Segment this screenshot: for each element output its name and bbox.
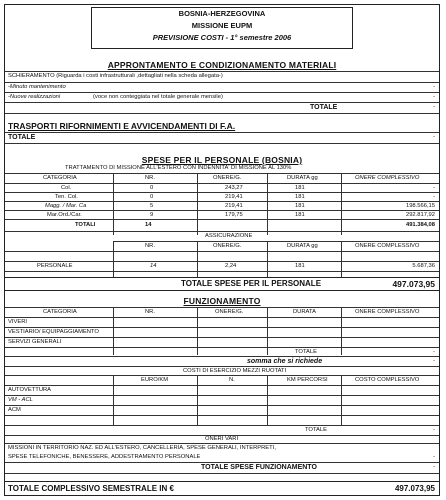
row-onere: 243,27	[225, 185, 243, 191]
ass-row-nr: 14	[150, 263, 157, 269]
nuove-realizzazioni-label: -Nuove realizzazioni	[8, 94, 61, 100]
mezzi-row-vm-acl: VM - ACL	[8, 397, 33, 403]
ass-col-durata: DURATA gg	[287, 243, 318, 249]
personale-title: SPESE PER IL PERSONALE (BOSNIA)	[141, 155, 303, 165]
row-onere: 179,75	[225, 212, 243, 218]
col-durata: DURATA gg	[287, 175, 318, 181]
ass-col-onere: ONERE/G.	[213, 243, 242, 249]
header-period: PREVISIONE COSTI - 1° semestre 2006	[152, 33, 292, 42]
col-nr: NR.	[145, 175, 155, 181]
funz-totale-spese-value: -	[433, 464, 435, 470]
row-total: -	[433, 185, 435, 191]
mezzi-col-km: KM PERCORSI	[287, 377, 328, 383]
ass-row-onere: 2,24	[225, 263, 237, 269]
ass-row-total: 5.687,36	[412, 263, 435, 269]
oneri-text-1: MISSIONI IN TERRITORIO NAZ. ED ALL'ESTERO, CANCELLERIA, SPESE GENERALI, INTERPRETI,	[8, 445, 276, 451]
mezzi-title: COSTI DI ESERCIZIO MEZZI RUOTATI	[183, 368, 287, 374]
row-durata: 181	[295, 185, 305, 191]
mezzi-totale-value: -	[433, 427, 435, 433]
row-nr: 0	[150, 194, 154, 200]
header-box	[91, 7, 353, 49]
ass-col-onere-complessivo: ONERE COMPLESSIVO	[355, 243, 420, 249]
row-onere: 219,41	[225, 203, 243, 209]
funz-row-servizi: SERVIZI GENERALI	[8, 339, 62, 345]
grand-total-label: TOTALE COMPLESSIVO SEMESTRALE IN €	[8, 484, 174, 493]
row-nr: 0	[150, 185, 154, 191]
somma-label: somma che si richiede	[247, 358, 323, 365]
row-cat: Col.	[61, 185, 72, 191]
mezzi-col-euro-km: EURO/KM	[141, 377, 169, 383]
col-onere-complessivo: ONERE COMPLESSIVO	[355, 175, 420, 181]
ass-row-durata: 181	[295, 263, 305, 269]
divider	[5, 71, 439, 72]
funz-col-onere: ONERE/G.	[215, 309, 244, 315]
personale-subtitle: TRATTAMENTO DI MISSIONE ALL'ESTERO CON INDENNITA' DI MISSIONE AL 130%	[65, 165, 292, 171]
minuto-mantenimento-label: -Minuto mantenimento	[8, 84, 66, 90]
approntamento-totale-value: -	[433, 104, 435, 110]
personale-totale-value: 497.073,95	[392, 279, 435, 289]
trasporti-title: TRASPORTI RIFORNIMENTI E AVVICENDAMENTI DI F.A.	[8, 121, 236, 131]
funz-col-nr: NR.	[145, 309, 155, 315]
funz-totale-label: TOTALE	[295, 349, 318, 355]
minuto-mantenimento-value: -	[433, 84, 435, 90]
funz-col-categoria: CATEGORIA	[43, 309, 77, 315]
assicurazione-label: ASSICURAZIONE	[205, 233, 253, 239]
col-onere: ONERE/G.	[213, 175, 242, 181]
nuove-realizzazioni-value: -	[433, 94, 435, 100]
grand-total-value: 497.073,95	[394, 484, 435, 493]
funz-totale-value: -	[433, 349, 435, 355]
mezzi-row-autovettura: AUTOVETTURA	[8, 387, 52, 393]
somma-value: -	[433, 358, 435, 364]
row-nr: 5	[150, 203, 154, 209]
col-categoria: CATEGORIA	[43, 175, 77, 181]
mezzi-totale-label: TOTALE	[305, 427, 328, 433]
row-cat: Mar.Ord./Car.	[47, 212, 82, 218]
approntamento-title: APPRONTAMENTO E CONDIZIONAMENTO MATERIALI	[107, 60, 337, 70]
ass-col-nr: NR.	[145, 243, 155, 249]
mezzi-row-acm: ACM	[8, 407, 21, 413]
trasporti-totale-value: -	[433, 134, 435, 140]
mezzi-col-costo: COSTO COMPLESSIVO	[355, 377, 420, 383]
oneri-title: ONERI VARI	[205, 436, 239, 442]
funzionamento-title: FUNZIONAMENTO	[183, 296, 261, 306]
oneri-value: -	[433, 454, 435, 460]
funz-col-durata: DURATA	[293, 309, 316, 315]
row-durata: 181	[295, 194, 305, 200]
personale-totale-label: TOTALE SPESE PER IL PERSONALE	[181, 279, 322, 288]
row-cat: Ten. Col.	[55, 194, 78, 200]
funz-totale-spese-label: TOTALE SPESE FUNZIONAMENTO	[201, 464, 317, 471]
approntamento-totale-label: TOTALE	[310, 104, 338, 111]
row-durata: 181	[295, 203, 305, 209]
funz-row-viveri: VIVERI	[8, 319, 28, 325]
trasporti-totale-label: TOTALE	[8, 134, 36, 141]
nuove-realizzazioni-note: (voce non conteggiata nel totale generale mensile)	[93, 94, 223, 100]
header-country: BOSNIA-HERZEGOVINA	[178, 9, 266, 18]
totali-nr: 14	[145, 222, 152, 228]
schieramento-label: SCHIERAMENTO (Riguarda i costi infrastrutturali ,dettagliati nella scheda allegata-)	[8, 73, 223, 79]
row-onere: 219,41	[225, 194, 243, 200]
row-cat: Magg. / Mar. Ca	[45, 203, 87, 209]
funz-col-onere-complessivo: ONERE COMPLESSIVO	[355, 309, 420, 315]
ass-row-cat: PERSONALE	[37, 263, 73, 269]
header-mission: MISSIONE EUPM	[191, 21, 253, 30]
totali-value: 491.384,08	[405, 222, 435, 228]
row-durata: 181	[295, 212, 305, 218]
cost-sheet	[4, 4, 440, 496]
row-nr: 9	[150, 212, 154, 218]
row-total: 198.566,15	[405, 203, 435, 209]
mezzi-col-n: N.	[229, 377, 235, 383]
totali-label: TOTALI	[75, 222, 96, 228]
row-total: -	[433, 194, 435, 200]
row-total: 292.817,92	[405, 212, 435, 218]
oneri-text-2: SPESE TELEFONICHE, BENESSERE, ADDESTRAMENTO PERSONALE	[8, 454, 201, 460]
funz-row-vestiario: VESTIARIO/ EQUIPAGGIAMENTO	[8, 329, 99, 335]
